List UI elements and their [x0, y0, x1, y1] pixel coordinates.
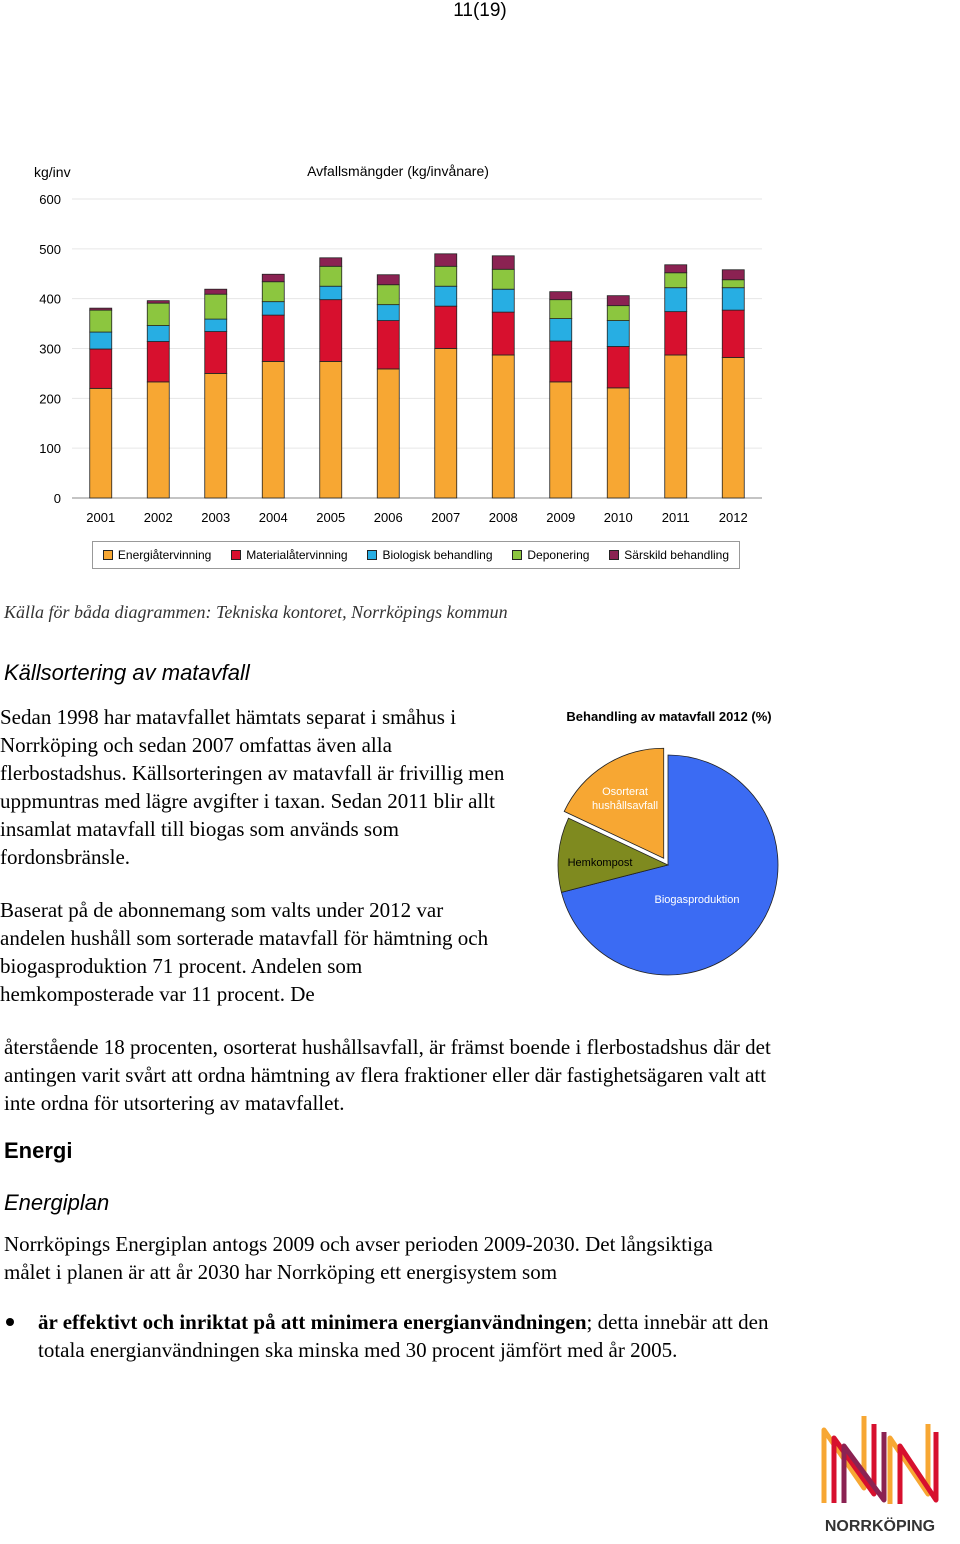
x-tick-label: 2006 — [373, 510, 403, 525]
bar-segment-särskild-behandling-2002 — [147, 301, 169, 303]
bar-chart — [0, 150, 780, 580]
legend-item — [512, 548, 589, 562]
norrkoping-logo — [810, 1408, 950, 1538]
bar-segment-materialåtervinning-2001 — [90, 349, 112, 388]
bar-segment-biologisk-behandling-2008 — [492, 289, 514, 312]
bar-segment-energiåtervinning-2008 — [492, 355, 514, 498]
bar-chart-legend — [92, 541, 740, 569]
bar-segment-energiåtervinning-2003 — [205, 373, 227, 498]
bar-segment-biologisk-behandling-2001 — [90, 332, 112, 349]
bullet-rest-text: ; detta innebär att den totala energianvändningen ska minska med 30 procent jämfört med år 2005. — [38, 1310, 769, 1362]
bar-segment-materialåtervinning-2010 — [607, 347, 629, 388]
paragraph-energiplan: Norrköpings Energiplan antogs 2009 och avser perioden 2009-2030. Det långsiktiga målet i planen är att år 2030 har Norrköping ett energisystem som — [4, 1232, 713, 1284]
bar-segment-materialåtervinning-2012 — [722, 310, 744, 357]
bar-segment-biologisk-behandling-2003 — [205, 319, 227, 331]
bar-segment-energiåtervinning-2012 — [722, 357, 744, 498]
x-tick-label: 2005 — [316, 510, 346, 525]
bar-segment-materialåtervinning-2007 — [435, 306, 457, 348]
bar-segment-materialåtervinning-2003 — [205, 332, 227, 374]
bar-segment-särskild-behandling-2008 — [492, 256, 514, 269]
bar-segment-deponering-2001 — [90, 310, 112, 332]
bar-segment-biologisk-behandling-2007 — [435, 286, 457, 306]
y-tick-label: 100 — [39, 441, 61, 457]
bullet-dot — [6, 1318, 14, 1326]
bar-segment-deponering-2002 — [147, 303, 169, 325]
x-tick-label: 2004 — [258, 510, 288, 525]
bar-segment-deponering-2011 — [665, 273, 687, 288]
legend-label: Deponering — [527, 548, 590, 562]
bar-segment-särskild-behandling-2009 — [550, 292, 572, 300]
bullet-bold-text: är effektivt och inriktat på att minimera energianvändningen — [38, 1310, 587, 1334]
bar-segment-materialåtervinning-2002 — [147, 342, 169, 382]
bar-segment-deponering-2012 — [722, 280, 744, 288]
legend-swatch — [512, 550, 522, 560]
legend-label: Energiåtervinning — [117, 548, 212, 562]
bar-segment-deponering-2006 — [377, 285, 399, 305]
bar-segment-särskild-behandling-2011 — [665, 265, 687, 273]
pie-label: Biogasproduktion — [654, 894, 740, 906]
bar-segment-deponering-2010 — [607, 306, 629, 321]
bar-segment-deponering-2007 — [435, 266, 457, 286]
page-number: 11(19) — [453, 0, 507, 21]
bar-segment-särskild-behandling-2012 — [722, 270, 744, 280]
bar-segment-materialåtervinning-2004 — [262, 315, 284, 361]
y-tick-label: 0 — [53, 491, 61, 506]
bar-segment-biologisk-behandling-2002 — [147, 326, 169, 342]
bar-segment-biologisk-behandling-2009 — [550, 319, 572, 341]
bullet-item — [38, 1308, 798, 1364]
x-tick-label: 2012 — [718, 510, 748, 525]
bar-segment-deponering-2009 — [550, 300, 572, 319]
legend-label: Särskild behandling — [624, 548, 730, 562]
bar-segment-energiåtervinning-2001 — [90, 388, 112, 498]
y-tick-label: 500 — [39, 241, 61, 257]
x-tick-label: 2008 — [488, 510, 518, 525]
bar-segment-energiåtervinning-2011 — [665, 355, 687, 498]
bar-segment-materialåtervinning-2005 — [320, 300, 342, 362]
legend-label: Biologisk behandling — [382, 548, 493, 562]
legend-item — [103, 548, 211, 562]
bar-chart-ylabel: kg/inv — [34, 164, 71, 180]
bar-segment-särskild-behandling-2001 — [90, 308, 112, 310]
bar-segment-energiåtervinning-2006 — [377, 369, 399, 498]
bar-segment-materialåtervinning-2006 — [377, 321, 399, 369]
bar-segment-energiåtervinning-2004 — [262, 361, 284, 498]
bar-segment-särskild-behandling-2004 — [262, 274, 284, 281]
bar-segment-energiåtervinning-2007 — [435, 349, 457, 499]
pie-label: Hemkompost — [567, 857, 633, 869]
bar-segment-särskild-behandling-2007 — [435, 254, 457, 266]
legend-swatch — [231, 550, 241, 560]
legend-item — [609, 548, 729, 562]
legend-swatch — [103, 550, 113, 560]
x-tick-label: 2007 — [431, 510, 461, 525]
legend-label: Materialåtervinning — [246, 548, 348, 562]
bar-segment-biologisk-behandling-2011 — [665, 288, 687, 312]
bar-segment-energiåtervinning-2002 — [147, 382, 169, 498]
paragraph-kallsortering-1: Sedan 1998 har matavfallet hämtats separat i småhus i Norrköping och sedan 2007 omfattas även alla flerbostadshus. Källsorteringen av matavfall är frivillig men uppmuntras med lägre avgifter i taxan. Sedan 2011 blir allt insamlat matavfall till biogas som används som fordonsbränsle. — [0, 705, 505, 869]
legend-item — [231, 548, 347, 562]
pie-label: Osorterat hushållsavfall — [591, 786, 659, 812]
kallsortering-heading: Källsortering av matavfall — [4, 660, 250, 685]
bar-segment-biologisk-behandling-2005 — [320, 286, 342, 299]
source-note: Källa för båda diagrammen: Tekniska kontoret, Norrköpings kommun — [4, 602, 508, 622]
bar-segment-biologisk-behandling-2006 — [377, 305, 399, 321]
bar-segment-deponering-2003 — [205, 294, 227, 319]
bar-segment-materialåtervinning-2008 — [492, 312, 514, 355]
y-tick-label: 200 — [39, 391, 61, 407]
bar-segment-deponering-2005 — [320, 266, 342, 286]
bar-segment-materialåtervinning-2009 — [550, 341, 572, 382]
bar-segment-biologisk-behandling-2012 — [722, 288, 744, 310]
paragraph-kallsortering-2: Baserat på de abonnemang som valts under 2012 var andelen hushåll som sorterade matavfall för hämtning och biogasproduktion 71 procent. Andelen som hemkomposterade var 11 procent. De — [0, 898, 489, 1006]
x-tick-label: 2001 — [86, 510, 116, 525]
x-tick-label: 2002 — [143, 510, 173, 525]
bar-segment-särskild-behandling-2006 — [377, 275, 399, 285]
bar-segment-energiåtervinning-2009 — [550, 382, 572, 498]
bar-segment-särskild-behandling-2003 — [205, 289, 227, 294]
y-tick-label: 300 — [39, 341, 61, 357]
x-tick-label: 2003 — [201, 510, 231, 525]
paragraph-kallsortering-3: återstående 18 procenten, osorterat hushållsavfall, är främst boende i flerbostadshus där det antingen varit svårt att ordna hämtning av flera fraktioner eller där fastighetsägaren valt att inte ordna för utsortering av matavfallet. — [4, 1035, 771, 1115]
bar-segment-särskild-behandling-2005 — [320, 258, 342, 266]
bar-chart-title: Avfallsmängder (kg/invånare) — [307, 163, 489, 179]
bar-segment-deponering-2008 — [492, 269, 514, 289]
norrkoping-logo-mark — [824, 1416, 936, 1504]
x-tick-label: 2011 — [661, 510, 690, 525]
energiplan-heading: Energiplan — [4, 1190, 110, 1215]
bar-segment-biologisk-behandling-2010 — [607, 321, 629, 347]
legend-swatch — [609, 550, 619, 560]
energi-heading: Energi — [4, 1138, 73, 1163]
bar-segment-materialåtervinning-2011 — [665, 312, 687, 355]
pie-chart — [540, 700, 800, 990]
norrkoping-logo-text: NORRKÖPING — [824, 1518, 936, 1535]
x-tick-label: 2009 — [546, 510, 576, 525]
legend-swatch — [367, 550, 377, 560]
y-tick-label: 600 — [39, 192, 61, 207]
bar-segment-energiåtervinning-2010 — [607, 388, 629, 498]
bar-segment-biologisk-behandling-2004 — [262, 302, 284, 315]
x-tick-label: 2010 — [603, 510, 633, 525]
bar-segment-deponering-2004 — [262, 282, 284, 302]
legend-item — [367, 548, 492, 562]
pie-chart-title: Behandling av matavfall 2012 (%) — [566, 709, 772, 724]
y-tick-label: 400 — [39, 291, 61, 307]
bar-segment-energiåtervinning-2005 — [320, 361, 342, 498]
bar-segment-särskild-behandling-2010 — [607, 296, 629, 306]
